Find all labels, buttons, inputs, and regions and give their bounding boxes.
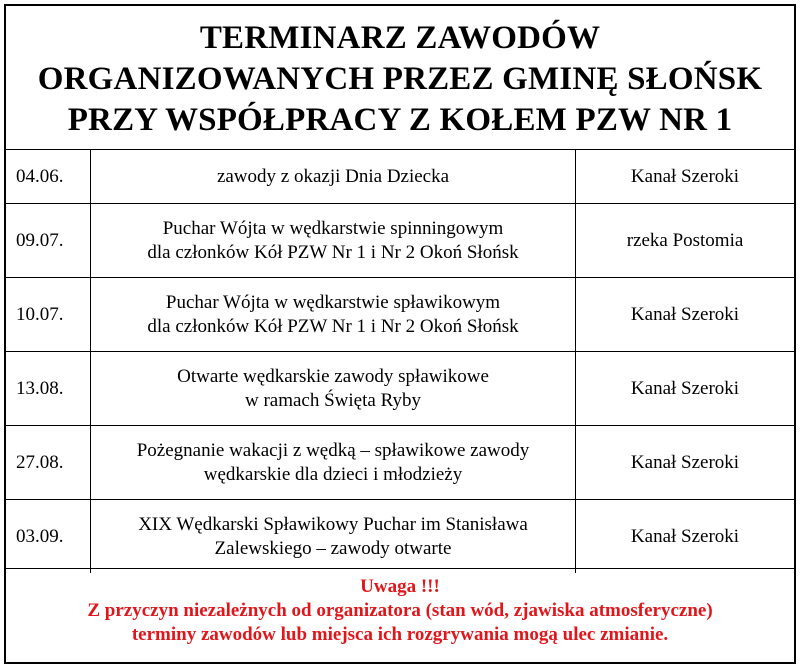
- event-line: XIX Wędkarski Spławikowy Puchar im Stanisława: [138, 513, 528, 535]
- event-description: [91, 352, 576, 426]
- event-place: rzeka Postomia: [576, 204, 795, 278]
- schedule-table: [6, 150, 794, 573]
- event-place: Kanał Szeroki: [576, 278, 795, 352]
- event-line: zawody z okazji Dnia Dziecka: [216, 165, 450, 187]
- notice-heading: Uwaga !!!: [360, 576, 440, 597]
- event-description: [91, 500, 576, 574]
- event-line: Puchar Wójta w wędkarstwie spinningowym: [162, 217, 504, 239]
- event-line: Zalewskiego – zawody otwarte: [214, 537, 452, 559]
- event-date: 03.09.: [6, 500, 91, 574]
- schedule-document: [4, 4, 796, 664]
- table-row: [6, 278, 794, 352]
- event-date: 27.08.: [6, 426, 91, 500]
- event-line: wędkarskie dla dzieci i młodzieży: [203, 463, 463, 485]
- notice-box: [6, 568, 794, 664]
- event-place: Kanał Szeroki: [576, 426, 795, 500]
- event-description: [91, 426, 576, 500]
- event-line: Pożegnanie wakacji z wędką – spławikowe zawody: [136, 439, 530, 461]
- document-title: [6, 6, 794, 150]
- table-row: [6, 426, 794, 500]
- title-line: TERMINARZ ZAWODÓW: [199, 20, 601, 56]
- event-line: dla członków Kół PZW Nr 1 i Nr 2 Okoń Słońsk: [147, 315, 519, 337]
- event-line: Otwarte wędkarskie zawody spławikowe: [177, 365, 489, 387]
- event-line: dla członków Kół PZW Nr 1 i Nr 2 Okoń Słońsk: [147, 241, 519, 263]
- event-line: Puchar Wójta w wędkarstwie spławikowym: [165, 291, 501, 313]
- event-place: Kanał Szeroki: [576, 500, 795, 574]
- title-line: ORGANIZOWANYCH PRZEZ GMINĘ SŁOŃSK: [37, 61, 763, 97]
- event-description: [91, 278, 576, 352]
- event-description: [91, 150, 576, 204]
- notice-line: Z przyczyn niezależnych od organizatora (stan wód, zjawiska atmosferyczne): [87, 600, 713, 621]
- event-place: Kanał Szeroki: [576, 352, 795, 426]
- table-row: [6, 500, 794, 574]
- table-row: [6, 352, 794, 426]
- event-line: w ramach Święta Ryby: [244, 389, 421, 411]
- event-place: Kanał Szeroki: [630, 165, 740, 187]
- event-date: 10.07.: [6, 278, 91, 352]
- event-date: 04.06.: [6, 150, 91, 204]
- event-date: 09.07.: [6, 204, 91, 278]
- table-row: [6, 204, 794, 278]
- event-date: 13.08.: [6, 352, 91, 426]
- event-description: [91, 204, 576, 278]
- notice-line: terminy zawodów lub miejsca ich rozgrywania mogą ulec zmianie.: [131, 624, 669, 645]
- table-row: [6, 150, 794, 204]
- title-line: PRZY WSPÓŁPRACY Z KOŁEM PZW NR 1: [67, 102, 733, 138]
